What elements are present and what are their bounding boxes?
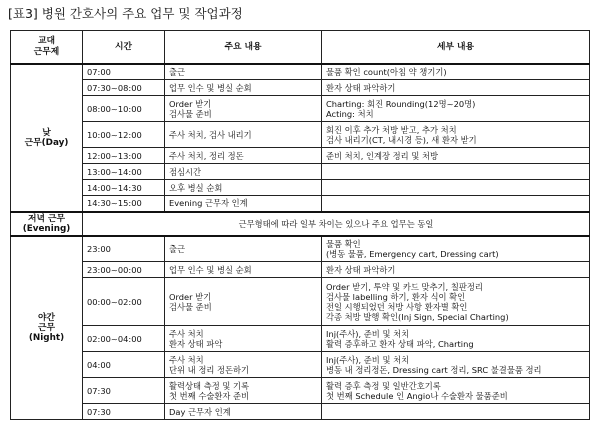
cell-line: 첫 번째 수술환자 준비 [169,390,250,401]
cell-line: Evening 근무자 인계 [169,198,248,209]
nurse-duties-table [10,30,590,420]
cell-line: 업무 인수 및 병실 순회 [169,82,252,93]
detail-cell [322,164,590,180]
detail-cell [322,122,590,148]
main-task-cell [165,148,322,164]
detail-cell [322,236,590,262]
table-caption: [표3] 병원 간호사의 주요 업무 및 작업과정 [8,6,243,21]
main-task-cell [165,326,322,352]
cell-line: 활력 증후 측정 및 일반간호기록 [326,380,441,391]
cell-line: Order 받기 [169,98,212,109]
evening-shift-label: 저녁 근무 (Evening) [11,212,83,236]
table-row [11,64,590,80]
detail-cell [322,148,590,164]
detail-cell [322,64,590,80]
table-row [11,96,590,122]
cell-line: 환자 상태 파악 [169,338,223,349]
time-cell: 07:00 [83,64,165,80]
cell-line: 주사 처치, 정리 정돈 [169,150,244,161]
table-row [11,148,590,164]
table-row [11,326,590,352]
main-task-cell [165,236,322,262]
cell-line: 주사 처치, 검사 내리기 [169,129,252,140]
cell-line: 검사물 준비 [169,301,212,312]
cell-line: 전일 시행되었던 처방 사항 환자별 확인 [326,301,468,312]
cell-line: Day 근무자 인계 [169,406,231,417]
header-shift: 교대 근무제 [11,31,83,64]
cell-line: 업무 인수 및 병실 순회 [169,264,252,275]
time-cell: 04:00 [83,352,165,378]
detail-cell [322,262,590,278]
cell-line: 환자 상태 파악하기 [326,82,396,93]
cell-line: 첫 번째 Schedule 인 Angio나 수술환자 물품준비 [326,390,508,401]
time-cell: 02:00~04:00 [83,326,165,352]
cell-line: 각종 처방 발행 확인(Inj Sign, Special Charting) [326,311,509,322]
cell-line: 오후 병실 순회 [169,182,223,193]
header-main: 주요 내용 [165,31,322,64]
detail-cell [322,180,590,196]
table-row [11,404,590,420]
cell-line: Acting: 처치 [326,108,374,119]
cell-line: 출근 [169,66,186,77]
cell-line: Order 받기, 투약 및 카드 맞추기, 칠판정리 [326,281,483,292]
table-row [11,278,590,326]
cell-line: 활력 증후하고 환자 상태 파악, Charting [326,338,474,349]
cell-line: (병동 물품, Emergency cart, Dressing cart) [326,248,499,259]
cell-line: 검사물 labelling 하기, 환자 식이 확인 [326,291,466,302]
time-cell: 13:00~14:00 [83,164,165,180]
time-cell: 07:30 [83,404,165,420]
main-task-cell [165,96,322,122]
main-task-cell [165,278,322,326]
main-task-cell [165,80,322,96]
table-row [11,122,590,148]
detail-cell [322,352,590,378]
time-cell: 07:30~08:00 [83,80,165,96]
day-shift-label: 낮 근무(Day) [11,64,83,212]
time-cell: 08:00~10:00 [83,96,165,122]
cell-line: Charting: 회진 Rounding(12명~20명) [326,98,476,109]
table-row [11,236,590,262]
main-task-cell [165,404,322,420]
cell-line: Inj(주사), 준비 및 처치 [326,328,410,339]
detail-cell [322,80,590,96]
main-task-cell [165,378,322,404]
time-cell: 10:00~12:00 [83,122,165,148]
table-row [11,378,590,404]
cell-line: Inj(주사), 준비 및 처치 [326,354,410,365]
cell-line: 단위 내 정리 정돈하기 [169,364,250,375]
evening-row [11,212,590,236]
main-task-cell [165,64,322,80]
cell-line: 주사 처치 [169,354,204,365]
cell-line: 물품 확인 [326,238,361,249]
evening-note: 근무형태에 따라 일부 차이는 있으나 주요 업무는 동일 [83,212,590,236]
main-task-cell [165,196,322,212]
cell-line: 물품 확인 count(아침 약 챙기기) [326,66,447,77]
cell-line: 점심시간 [169,166,202,177]
header-detail: 세부 내용 [322,31,590,64]
cell-line: 검사 내리기(CT, 내시경 등), 새 환자 받기 [326,134,477,145]
time-cell: 07:30 [83,378,165,404]
day-section [11,64,590,212]
main-task-cell [165,262,322,278]
cell-line: Order 받기 [169,291,212,302]
table-row [11,352,590,378]
time-cell: 23:00~00:00 [83,262,165,278]
table-row [11,262,590,278]
detail-cell [322,326,590,352]
table-row [11,180,590,196]
cell-line: 준비 처치, 인계장 정리 및 처방 [326,150,439,161]
time-cell: 00:00~02:00 [83,278,165,326]
time-cell: 23:00 [83,236,165,262]
time-cell: 12:00~13:00 [83,148,165,164]
cell-line: 병동 내 정리정돈, Dressing cart 정리, SRC 불결물품 정리 [326,364,542,375]
time-cell: 14:00~14:30 [83,180,165,196]
cell-line: 검사물 준비 [169,108,212,119]
cell-line: 회진 이후 추가 처방 받고, 추가 처치 [326,124,457,135]
cell-line: 출근 [169,243,186,254]
detail-cell [322,278,590,326]
night-shift-label: 야간 근무 (Night) [11,236,83,420]
cell-line: 활력상태 측정 및 기록 [169,380,250,391]
cell-line: 주사 처치 [169,328,204,339]
detail-cell [322,378,590,404]
table-row [11,164,590,180]
main-task-cell [165,352,322,378]
main-task-cell [165,164,322,180]
main-task-cell [165,122,322,148]
table-row [11,80,590,96]
detail-cell [322,196,590,212]
time-cell: 14:30~15:00 [83,196,165,212]
header-row [11,31,590,64]
table-row [11,196,590,212]
detail-cell [322,96,590,122]
night-section [11,236,590,420]
detail-cell [322,404,590,420]
main-task-cell [165,180,322,196]
header-time: 시간 [83,31,165,64]
cell-line: 환자 상태 파악하기 [326,264,396,275]
evening-section [11,212,590,236]
